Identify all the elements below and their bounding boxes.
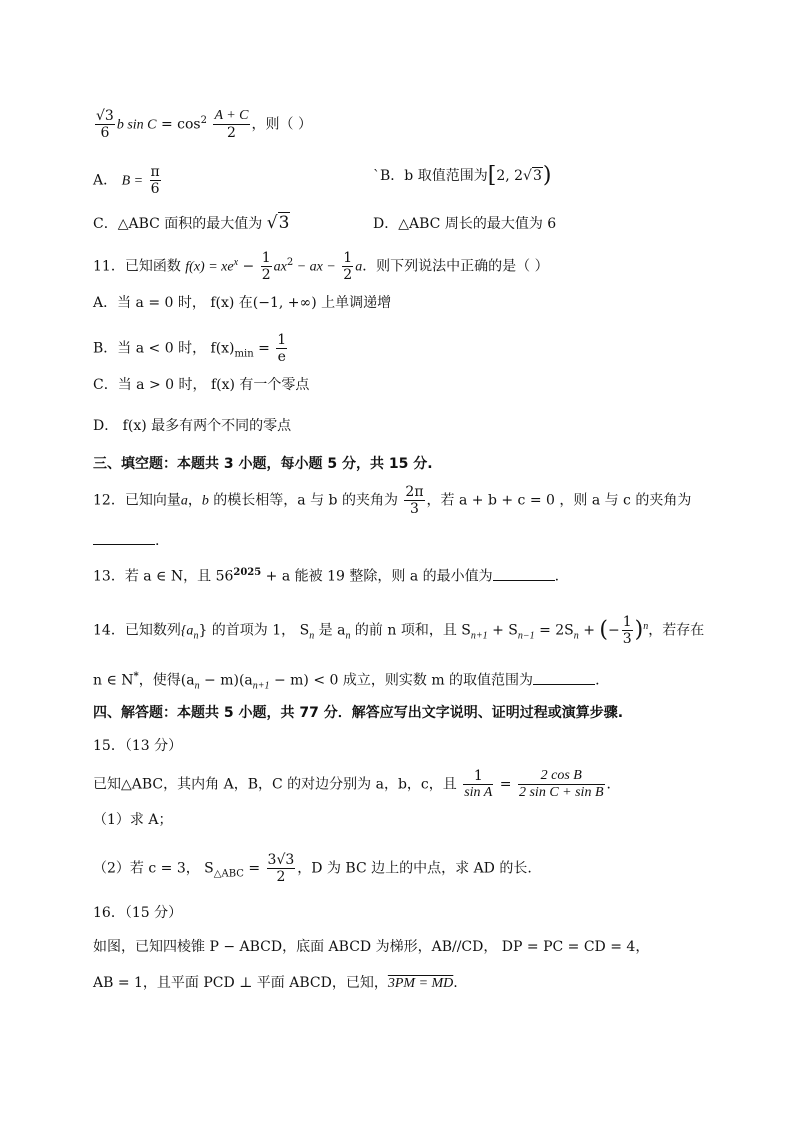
question-tail: ，则（ ） [251, 116, 312, 133]
q11-option-b [93, 332, 289, 365]
fraction-denominator: 3 [410, 501, 419, 517]
operator: = [243, 860, 261, 877]
fraction-denominator: 2 [261, 267, 271, 283]
term-a: a [355, 259, 363, 275]
sqrt-radicand: 3 [532, 168, 542, 184]
q16-text: AB = 1，且平面 PCD ⊥ 平面 ABCD，已知， [93, 975, 388, 991]
operator: − [238, 258, 255, 275]
star-superscript: * [133, 671, 139, 682]
separator: ， [187, 492, 202, 509]
q15-part1: （1）求 A； [93, 812, 173, 828]
open-paren: ( [599, 617, 608, 643]
q13-prefix: 13．若 a ∈ N，且 56 [93, 568, 234, 585]
q10-option-d [373, 214, 556, 234]
two-pi-over-3-fraction [404, 484, 424, 517]
q11-option-a: A．当 a = 0 时， f(x) 在(−1, +∞) 上单调递增 [93, 295, 392, 311]
q16-line1: 如图，已知四棱锥 P − ABCD，底面 ABCD 为梯形，AB//CD， DP = PC = CD = 4， [93, 939, 650, 955]
q10-condition-line [93, 108, 312, 141]
q14-prefix: 14．已知数列 [93, 622, 181, 639]
option-d-text: △ABC 周长的最大值为 6 [398, 216, 557, 232]
sqrt-radicand: 3 [278, 213, 290, 233]
one-over-sinA-fraction [463, 768, 493, 801]
q13-text: + a 能被 19 整除，则 a 的最小值为 [261, 568, 493, 585]
q14-text: 的前 n 项和，且 S [350, 622, 471, 639]
subscript: n [194, 680, 200, 692]
q15-stem [93, 768, 621, 801]
fraction-numerator: 2 cos B [518, 768, 605, 785]
fraction-numerator: 1 [261, 250, 271, 266]
one-third-fraction [622, 614, 633, 647]
q11-option-c: C．当 a > 0 时， f(x) 有一个零点 [93, 377, 310, 393]
fraction-numerator: 3√3 [267, 852, 295, 868]
q14-text: 是 a [314, 622, 346, 639]
q12-angle-text: a 与 b 的夹角为 [297, 492, 398, 509]
subscript: n+1 [470, 630, 488, 642]
fraction-numerator: 1 [277, 332, 287, 348]
subscript: n+1 [252, 680, 270, 692]
exponent: 2 [286, 256, 294, 268]
fraction-denominator: 6 [150, 181, 160, 197]
fraction-numerator: 1 [463, 768, 493, 785]
subscript: n [309, 630, 315, 642]
q16-line2 [93, 973, 458, 994]
fraction-numerator: A + C [214, 108, 249, 123]
sequence: {a [180, 623, 194, 639]
fraction-numerator: 1 [622, 614, 632, 630]
operator: = [499, 776, 512, 793]
sqrt-symbol: √ [523, 168, 532, 184]
function-expression: f(x) = xe [185, 259, 234, 275]
sqrt3-over-6-fraction [95, 108, 115, 141]
q15-text: 已知△ABC，其内角 A，B，C 的对边分别为 a，b，c，且 [93, 776, 457, 793]
q15-text: （2）若 c = 3， S [93, 860, 214, 877]
fraction-denominator: 2 sin C + sin B [518, 785, 604, 800]
one-over-e-fraction [276, 332, 287, 365]
period: . [595, 672, 600, 689]
section-3-heading: 三、填空题：本题共 3 小题，每小题 5 分，共 15 分. [93, 456, 433, 472]
pi-over-6-fraction [150, 164, 161, 197]
term-ax2: ax [273, 259, 287, 275]
fraction-numerator: √3 [96, 108, 114, 124]
q12-middle: 的模长相等， [208, 492, 298, 509]
q11-prefix: 11．已知函数 [93, 258, 181, 275]
q13-stem [93, 563, 559, 587]
vector-equation: 3PM = MD [387, 976, 454, 991]
fraction-denominator: e [277, 349, 286, 365]
q11-option-d: D． f(x) 最多有两个不同的零点 [93, 418, 292, 434]
fraction-denominator: 3 [622, 631, 632, 647]
q14-text: − m) < 0 成立，则实数 m 的取值范围为 [269, 672, 534, 689]
option-a-lhs: B = [121, 173, 144, 189]
option-b-text: B．当 a < 0 时， f(x) [93, 340, 235, 357]
cos-text: = cos [160, 116, 201, 133]
option-label: `B． [373, 168, 405, 184]
period: . [155, 533, 160, 549]
close-paren: ) [634, 617, 644, 643]
q14-stem: 14．已知数列$\{a_n\}$ 的首项为 1， $S_n$ 是 $a_n$ 的前 n 项和，且 $S_{n+1} + S_{n-1} = 2S_n$ + (− $\frac{1}{3}$ )$^n$，若存在 [93, 614, 705, 647]
q14-tail: ，若存在 [648, 622, 705, 639]
period: . [554, 568, 560, 585]
operator: + [578, 622, 595, 639]
option-c-text: △ABC 面积的最大值为 [117, 216, 263, 232]
exponent: n [643, 620, 649, 632]
exponent: 2025 [233, 567, 262, 578]
q11-stem [93, 250, 549, 283]
q14-text: ，使得(a [138, 672, 195, 689]
half-fraction [261, 250, 272, 283]
range-values: 2, 2 [496, 168, 524, 184]
fraction-numerator: 2π [405, 484, 424, 500]
q10-option-c [93, 213, 290, 234]
q15-part2 [93, 852, 532, 885]
q12-answer-line [93, 530, 159, 551]
subscript: n [573, 630, 579, 642]
answer-blank[interactable] [93, 530, 155, 545]
q12-stem [93, 484, 691, 517]
exponent: x [233, 256, 239, 268]
a-plus-c-over-2-fraction [213, 108, 249, 141]
q14-text: + S [487, 622, 518, 639]
q10-option-b [373, 163, 552, 188]
sqrt-symbol: √ [266, 213, 278, 233]
q16-heading: 16．（15 分） [93, 905, 183, 921]
option-label: A． [93, 172, 118, 189]
fraction-denominator: 2 [343, 267, 353, 283]
period: ． [606, 776, 621, 793]
square-exponent: 2 [200, 114, 207, 126]
subscript: n−1 [517, 630, 535, 642]
option-b-text: b 取值范围为 [404, 168, 488, 184]
period: . [453, 975, 458, 991]
option-label: D． [373, 216, 399, 232]
range-close-bracket: ) [542, 163, 552, 188]
fraction-denominator: 2 [227, 125, 236, 141]
q11-suffix: ．则下列说法中正确的是（ ） [362, 258, 549, 275]
subscript: n [193, 630, 199, 642]
min-subscript: min [234, 348, 254, 360]
b-sinC-text: b sin C [116, 117, 157, 133]
fraction-denominator: sin A [464, 785, 493, 800]
q14-text: n ∈ N [93, 672, 134, 689]
vector-a: a [180, 493, 188, 509]
operator: = [258, 340, 270, 357]
answer-blank[interactable] [493, 566, 555, 581]
area-fraction [267, 852, 296, 885]
q12-condition: ，若 a + b + c = 0 ，则 a 与 c 的夹角为 [426, 492, 692, 509]
cosB-fraction [518, 768, 605, 801]
vector-b: b [201, 493, 209, 509]
q15-heading: 15．（13 分） [93, 738, 183, 754]
fraction-denominator: 6 [100, 125, 110, 141]
q15-text: ，D 为 BC 边上的中点，求 AD 的长. [297, 860, 532, 877]
fraction-numerator: π [150, 164, 160, 180]
q14-text: − m)(a [199, 672, 253, 689]
q14-line2 [93, 667, 600, 696]
fraction-denominator: 2 [276, 869, 286, 885]
option-label: C． [93, 216, 118, 232]
q14-text: = 2S [534, 622, 574, 639]
section-4-heading: 四、解答题：本题共 5 小题，共 77 分．解答应写出文字说明、证明过程或演算步骤. [93, 705, 624, 721]
brace: } [198, 622, 208, 639]
q10-option-a [93, 164, 163, 197]
subscript: n [345, 630, 351, 642]
q12-prefix: 12．已知向量 [93, 492, 181, 509]
answer-blank[interactable] [533, 670, 595, 685]
half-fraction [342, 250, 353, 283]
range-open-bracket: [ [487, 163, 497, 188]
subscript: △ABC [213, 868, 244, 880]
term-ax: − ax − [293, 259, 336, 275]
q14-text: 的首项为 1， S [207, 622, 310, 639]
fraction-numerator: 1 [343, 250, 353, 266]
